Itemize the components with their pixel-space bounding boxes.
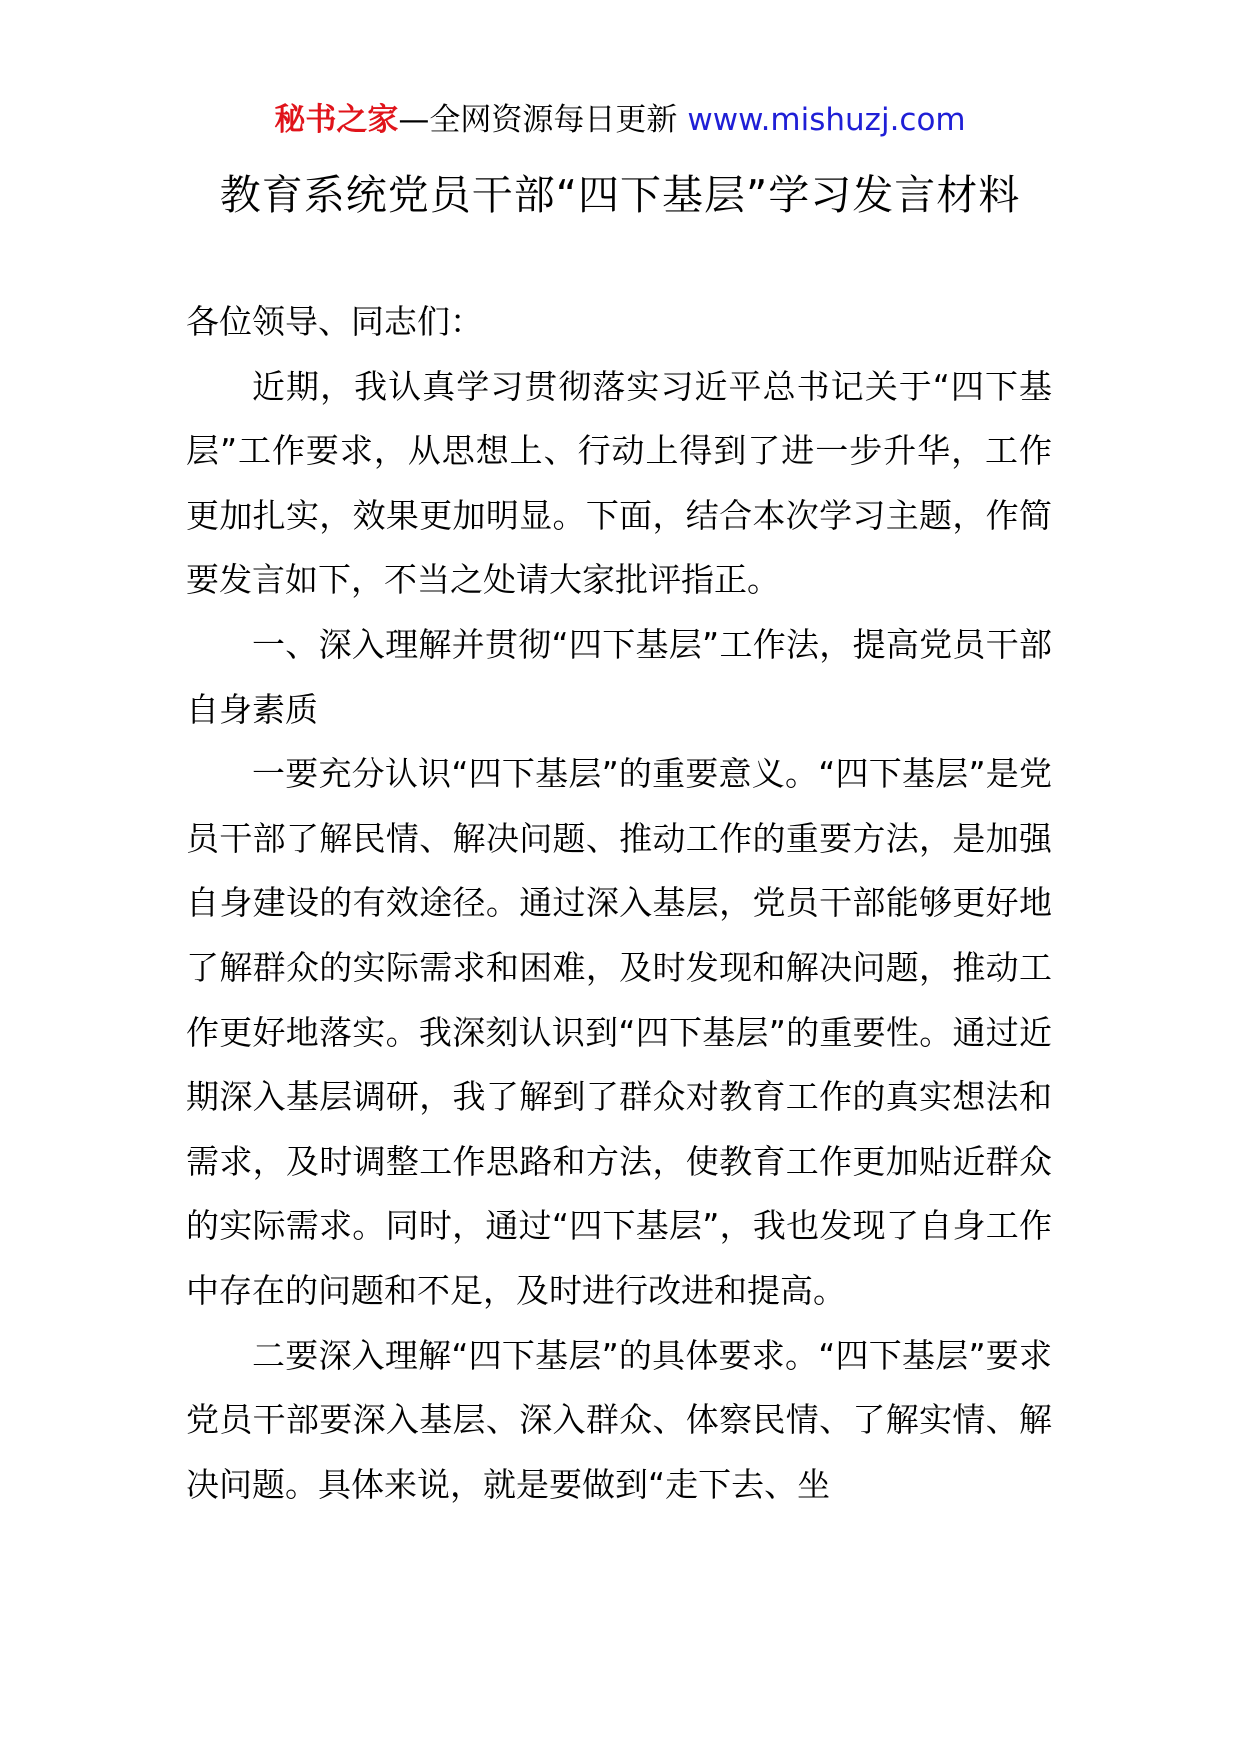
salutation: 各位领导、同志们： — [186, 302, 483, 341]
site-url-link[interactable]: www.mishuzj.com — [687, 102, 966, 138]
document-title: 教育系统党员干部“四下基层”学习发言材料 — [219, 171, 1021, 219]
paragraph-point-one: 一要充分认识“四下基层”的重要意义。“四下基层”是党员干部了解民情、解决问题、推动工作的重要方法，是加强自身建设的有效途径。通过深入基层，党员干部能够更好地了解群众的实际需求和困难，及时发现和解决问题，推动工作更好地落实。我深刻认识到“四下基层”的重要性。通过近期深入基层调研，我了解到了群众对教育工作的真实想法和需求，及时调整工作思路和方法，使教育工作更加贴近群众的实际需求。同时，通过“四下基层”，我也发现了自身工作中存在的问题和不足，及时进行改进和提高。 — [186, 754, 1052, 1310]
site-header — [0, 100, 1240, 140]
brand-name: 秘书之家 — [274, 102, 399, 138]
header-tagline: —全网资源每日更新 — [398, 102, 678, 138]
document-body — [186, 290, 1052, 1517]
paragraph-point-two: 二要深入理解“四下基层”的具体要求。“四下基层”要求党员干部要深入基层、深入群众、体察民情、了解实情、解决问题。具体来说，就是要做到“走下去、坐 — [186, 1335, 1052, 1504]
paragraph-intro: 近期，我认真学习贯彻落实习近平总书记关于“四下基层”工作要求，从思想上、行动上得到了进一步升华，工作更加扎实，效果更加明显。下面，结合本次学习主题，作简要发言如下，不当之处请大家批评指正。 — [186, 366, 1052, 600]
section-heading: 一、深入理解并贯彻“四下基层”工作法，提高党员干部自身素质 — [186, 624, 1052, 729]
